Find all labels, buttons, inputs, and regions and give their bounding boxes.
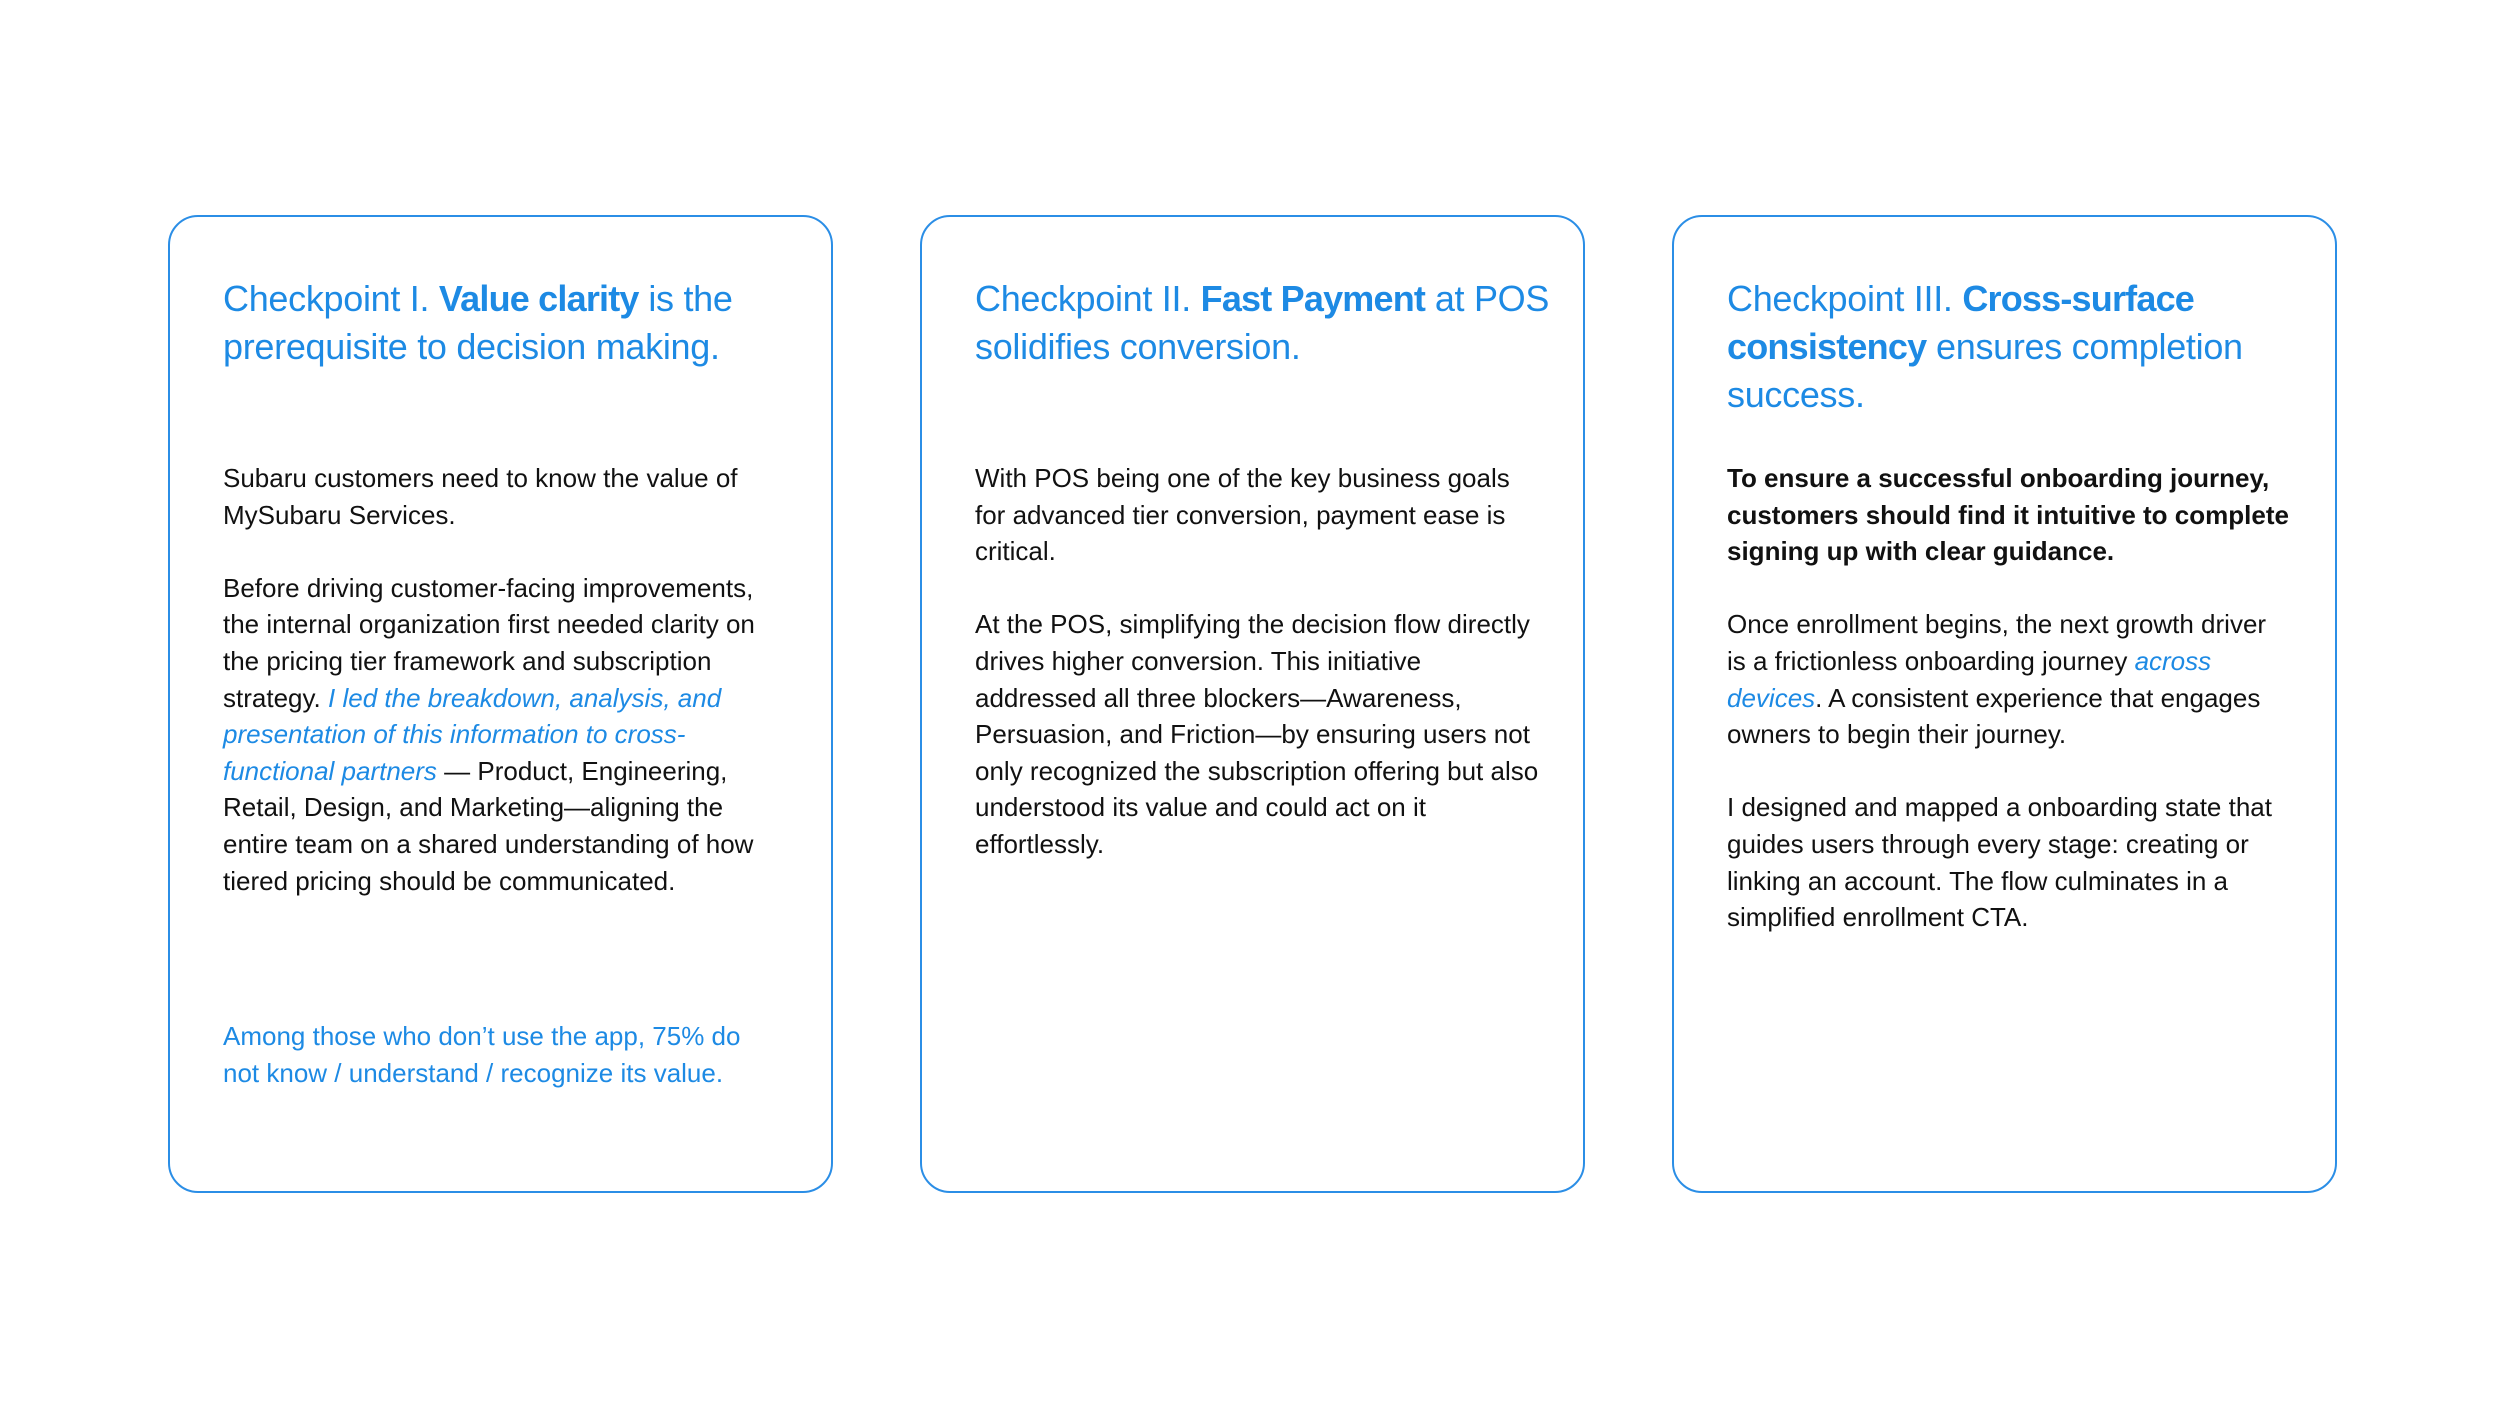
paragraph-text: — Product, Engineering, Retail, Design, and Marketing—aligning the entire team on a shared understanding of how tiered pricing should be communicated.: [223, 755, 754, 896]
title-suffix: is the prerequisite to decision making.: [223, 278, 733, 367]
title-suffix: at POS solidifies conversion.: [975, 278, 1550, 367]
title-highlight: Value clarity: [438, 278, 639, 319]
card-lead: To ensure a successful onboarding journey, customers should find it intuitive to complete signing up with clear guidance.: [1727, 463, 2289, 567]
checkpoint-card-2: [920, 215, 1585, 1193]
card-title: [1727, 275, 2302, 419]
card-paragraph: At the POS, simplifying the decision flow directly drives higher conversion. This initiative addressed all three blockers—Awareness, Persuasion, and Friction—by ensuring users not only recognized the subscription offering but also understood its value and could act on it effortlessly.: [975, 609, 1539, 859]
highlight-text: I led the breakdown, analysis, and presentation of this information to cross-functional partners: [223, 682, 722, 786]
card-body: [1727, 460, 2292, 972]
title-prefix: Checkpoint III.: [1727, 278, 1963, 319]
checkpoint-card-1: [168, 215, 833, 1193]
card-body: [223, 460, 788, 936]
card-paragraph: [1727, 606, 2292, 752]
paragraph-text: . A consistent experience that engages owners to begin their journey.: [1727, 682, 2261, 750]
card-lead: With POS being one of the key business goals for advanced tier conversion, payment ease is critical.: [975, 463, 1510, 567]
across-devices-text: across devices: [1727, 645, 2212, 713]
card-title: [223, 275, 798, 371]
title-highlight: Fast Payment: [1200, 278, 1426, 319]
card-body: [975, 460, 1540, 899]
card-lead: Subaru customers need to know the value of MySubaru Services.: [223, 463, 738, 530]
title-suffix: ensures completion success.: [1727, 326, 2243, 415]
checkpoint-card-3: [1672, 215, 2337, 1193]
card-title: [975, 275, 1550, 371]
card-paragraph: I designed and mapped a onboarding state that guides users through every stage: creating or linking an account. The flow culminates in a simplified enrollment CTA.: [1727, 792, 2272, 933]
card-paragraph: [223, 570, 788, 899]
stat-callout: Among those who don’t use the app, 75% do not know / understand / recognize its value.: [223, 1021, 741, 1088]
title-prefix: Checkpoint I.: [223, 278, 439, 319]
title-highlight: Cross-surface consistency: [1727, 278, 2195, 367]
title-prefix: Checkpoint II.: [975, 278, 1201, 319]
paragraph-text: Once enrollment begins, the next growth driver is a frictionless onboarding journey: [1727, 609, 2267, 676]
paragraph-text: Before driving customer-facing improvements, the internal organization first needed clarity on the pricing tier framework and subscription strategy.: [223, 572, 755, 713]
